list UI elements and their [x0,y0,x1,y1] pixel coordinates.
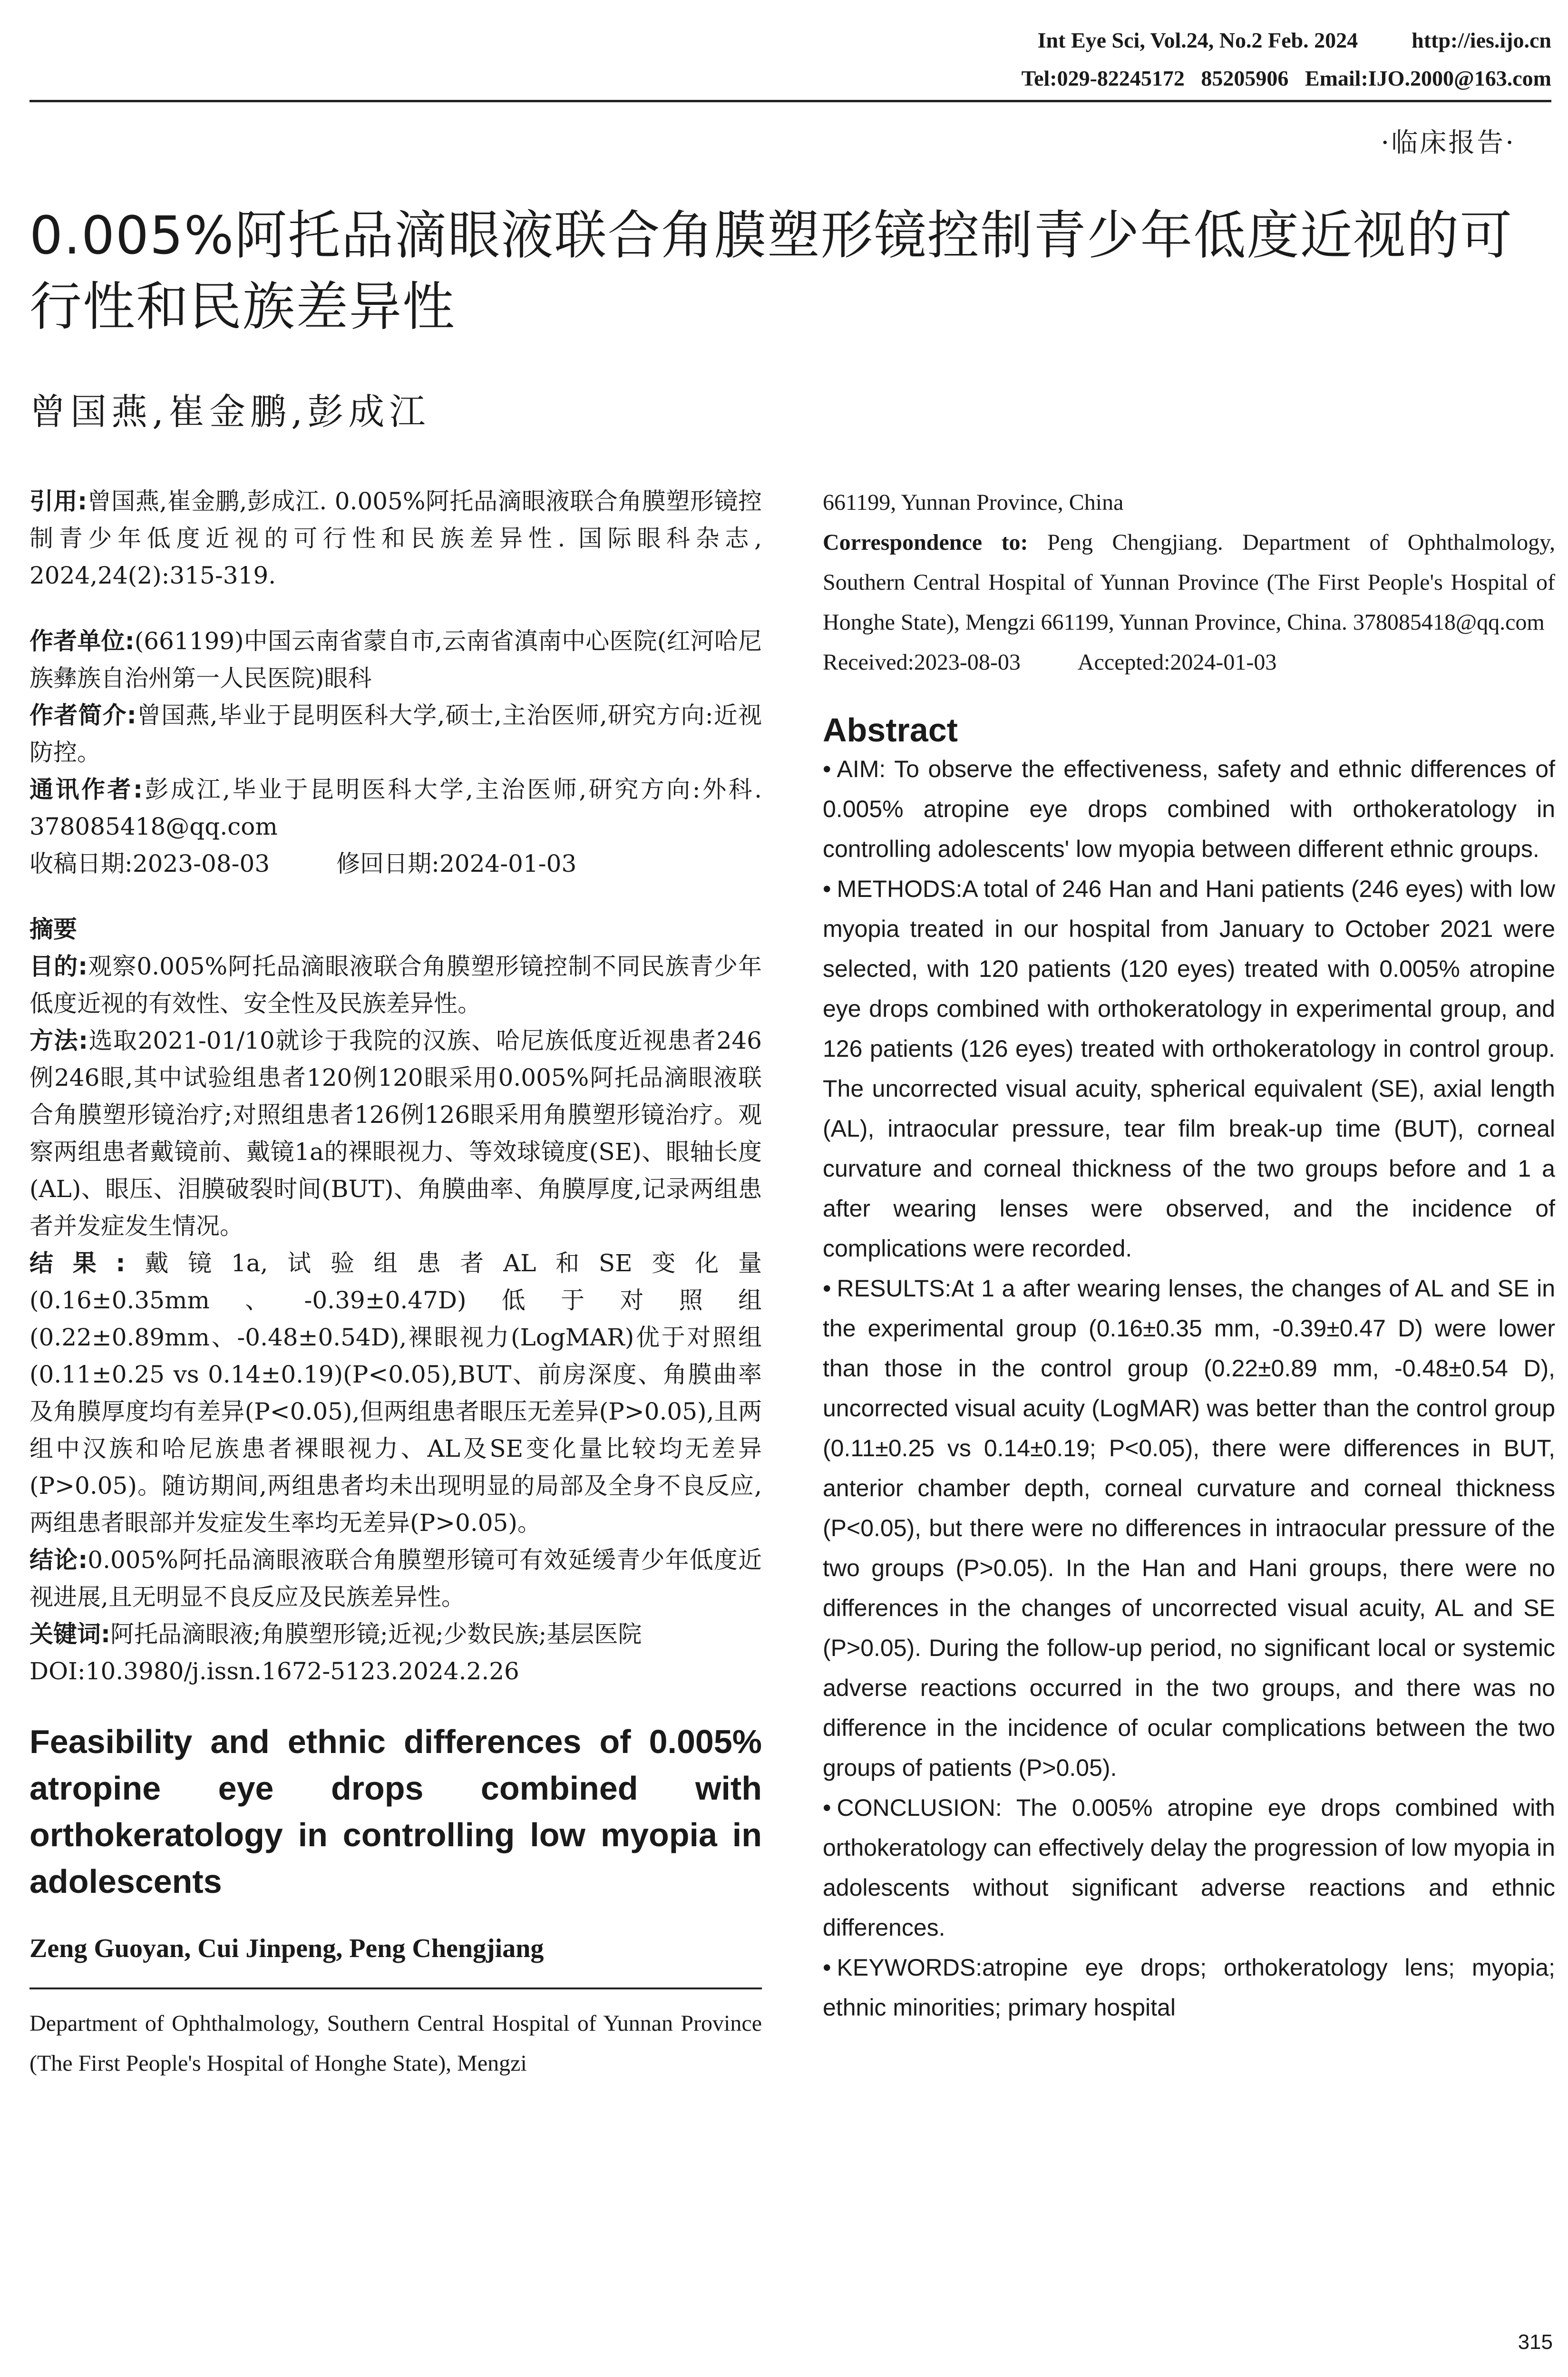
results-cn [29,1245,762,1541]
header-divider [29,100,1551,102]
page-number: 315 [1518,2330,1553,2354]
doi[interactable]: DOI:10.3980/j.issn.1672-5123.2024.2.26 [29,1657,519,1685]
citation [29,483,762,594]
citation-text: 曾国燕,崔金鹏,彭成江. 0.005%阿托品滴眼液联合角膜塑形镜控制青少年低度近视的可行性和民族差异性. 国际眼科杂志, 2024,24(2):315-319. [29,487,762,589]
article-title-cn: 0.005%阿托品滴眼液联合角膜塑形镜控制青少年低度近视的可行性和民族差异性 [29,205,1513,337]
citation-label: 引用: [29,487,88,515]
corresponding-author-cn [29,771,762,845]
affiliation-en-continued: 661199, Yunnan Province, China [823,490,1124,515]
journal-contact: Tel:029-82245172 85205906 Email:IJO.2000@163.com [1021,66,1551,90]
aim-en [823,749,1555,869]
received-date-cn: 收稿日期:2023-08-03 [29,850,270,877]
bullet-icon: • [823,876,831,902]
bio-label: 作者简介: [29,701,136,729]
affiliation-text: (661199)中国云南省蒙自市,云南省滇南中心医院(红河哈尼族彝族自治州第一人民医院)眼科 [29,627,762,692]
results-text: 戴镜1a,试验组患者AL和SE变化量(0.16±0.35mm、-0.39±0.47D)低于对照组(0.22±0.89mm、-0.48±0.54D),裸眼视力(LogMAR)优于对照组(0.11±0.25 vs 0.14±0.19)(P<0.05),BUT、前房深度、角膜曲率及角膜厚度均有差异(P<0.05),但两组患者眼压无差异(P>0.05),且两组中汉族和哈尼族患者裸眼视力、AL及SE变化量比较均无差异(P>0.05)。随访期间,两组患者均未出现明显的局部及全身不良反应,两组患者眼部并发症发生率均无差异(P>0.05)。 [29,1249,762,1537]
abstract-heading-cn [29,911,762,948]
affiliation-en: Department of Ophthalmology, Southern Central Hospital of Yunnan Province (The First People's Hospital of Honghe State), Mengzi [29,2011,762,2076]
bullet-icon: • [823,1794,831,1821]
dates-cn [29,845,762,882]
aim-label-en: AIM: [837,756,886,782]
received-date-en: Received:2023-08-03 [823,650,1021,675]
keywords-label: 关键词: [29,1620,110,1648]
conclusion-label-en: CONCLUSION: [837,1794,1002,1821]
abstract-heading-en: Abstract [823,711,958,749]
keywords-text: 阿托品滴眼液;角膜塑形镜;近视;少数民族;基层医院 [110,1620,642,1648]
methods-text-en: A total of 246 Han and Hani patients (246 eyes) with low myopia treated in our hospital from January to October 2021 were selected, with 120 patients (120 eyes) treated with 0.005% atropine eye drops combined with orthokeratology in experimental group, and 126 patients (126 eyes) treated with orthokeratology in control group. The uncorrected visual acuity, spherical equivalent (SE), axial length (AL), intraocular pressure, tear film break-up time (BUT), corneal curvature and corneal thickness of the two groups before and 1 a after wearing lenses were observed, and the incidence of complications were recorded. [823,876,1555,1262]
methods-en [823,869,1555,1268]
keywords-label-en: KEYWORDS: [837,1954,983,1981]
correspondence-label: Correspondence to: [823,530,1028,555]
bullet-icon: • [823,1954,831,1981]
results-label: 结果: [29,1249,126,1277]
correspondence-text: Peng Chengjiang. Department of Ophthalmology, Southern Central Hospital of Yunnan Province (The First People's Hospital of Honghe State), Mengzi 661199, Yunnan Province, China. 378085418@qq.com [823,530,1556,635]
bio-text: 曾国燕,毕业于昆明医科大学,硕士,主治医师,研究方向:近视防控。 [29,701,762,766]
methods-cn [29,1022,762,1245]
affiliation-label: 作者单位: [29,627,135,655]
abstract-heading-text: 摘要 [29,916,77,943]
affiliation-cn [29,623,762,697]
left-column [29,483,762,2084]
results-label-en: RESULTS: [837,1275,952,1302]
keywords-text-en: atropine eye drops; orthokeratology lens; myopia; ethnic minorities; primary hospital [823,1954,1555,2021]
journal-citation-info: Int Eye Sci, Vol.24, No.2 Feb. 2024 [1037,28,1358,52]
aim-label: 目的: [29,953,88,980]
dates-en [823,643,1555,682]
authors-en: Zeng Guoyan, Cui Jinpeng, Peng Chengjiang [29,1934,544,1963]
keywords-en [823,1948,1555,2027]
conclusion-text-en: The 0.005% atropine eye drops combined with orthokeratology can effectively delay the progression of low myopia in adolescents without significant adverse reactions and ethnic differences. [823,1794,1555,1941]
results-en [823,1268,1555,1788]
conclusion-text: 0.005%阿托品滴眼液联合角膜塑形镜可有效延缓青少年低度近视进展,且无明显不良反应及民族差异性。 [29,1546,762,1611]
journal-info-line [1038,28,1551,53]
article-title-en: Feasibility and ethnic differences of 0.005% atropine eye drops combined with orthokeratology in controlling low myopia in adolescents [29,1723,762,1900]
right-column [823,483,1555,2027]
methods-label: 方法: [29,1027,88,1054]
authors-cn: 曾国燕,崔金鹏,彭成江 [29,390,430,433]
conclusion-cn [29,1541,762,1616]
corr-label: 通讯作者: [29,776,143,803]
aim-cn [29,948,762,1022]
results-text-en: At 1 a after wearing lenses, the changes of AL and SE in the experimental group (0.16±0.35 mm, -0.39±0.47 D) were lower than those in the control group (0.22±0.89 mm, -0.48±0.54 D), uncorrected visual acuity (LogMAR) was better than the control group (0.11±0.25 vs 0.14±0.19; P<0.05), there were differences in BUT, anterior chamber depth, corneal curvature and corneal thickness (P<0.05), but there were no differences in intraocular pressure of the two groups (P>0.05). In the Han and Hani groups, there were no differences in the changes of uncorrected visual acuity, AL and SE (P>0.05). During the follow-up period, no significant local or systemic adverse reactions occurred in the two groups, and there was no difference in the incidence of ocular complications between the two groups of patients (P>0.05). [823,1275,1555,1781]
author-bio [29,697,762,771]
bullet-icon: • [823,756,831,782]
accepted-date-en: Accepted:2024-01-03 [1077,650,1277,675]
methods-text: 选取2021-01/10就诊于我院的汉族、哈尼族低度近视患者246例246眼,其中试验组患者120例120眼采用0.005%阿托品滴眼液联合角膜塑形镜治疗;对照组患者126例126眼采用角膜塑形镜治疗。观察两组患者戴镜前、戴镜1a的裸眼视力、等效球镜度(SE)、眼轴长度(AL)、眼压、泪膜破裂时间(BUT)、角膜曲率、角膜厚度,记录两组患者并发症发生情况。 [29,1027,762,1240]
section-tag: ·临床报告· [1381,127,1516,158]
methods-label-en: METHODS: [837,876,963,902]
aim-text: 观察0.005%阿托品滴眼液联合角膜塑形镜控制不同民族青少年低度近视的有效性、安全性及民族差异性。 [29,953,762,1017]
conclusion-label: 结论: [29,1546,88,1574]
journal-url[interactable]: http://ies.ijo.cn [1412,28,1551,52]
aim-text-en: To observe the effectiveness, safety and ethnic differences of 0.005% atropine eye drops combined with orthokeratology in controlling adolescents' low myopia between different ethnic groups. [823,756,1555,862]
revised-date-cn: 修回日期:2024-01-03 [336,850,577,877]
corr-text: 彭成江,毕业于昆明医科大学,主治医师,研究方向:外科. 378085418@qq.com [29,776,762,840]
correspondence-en [823,523,1555,643]
conclusion-en [823,1788,1555,1948]
bullet-icon: • [823,1275,831,1302]
keywords-cn [29,1616,762,1653]
